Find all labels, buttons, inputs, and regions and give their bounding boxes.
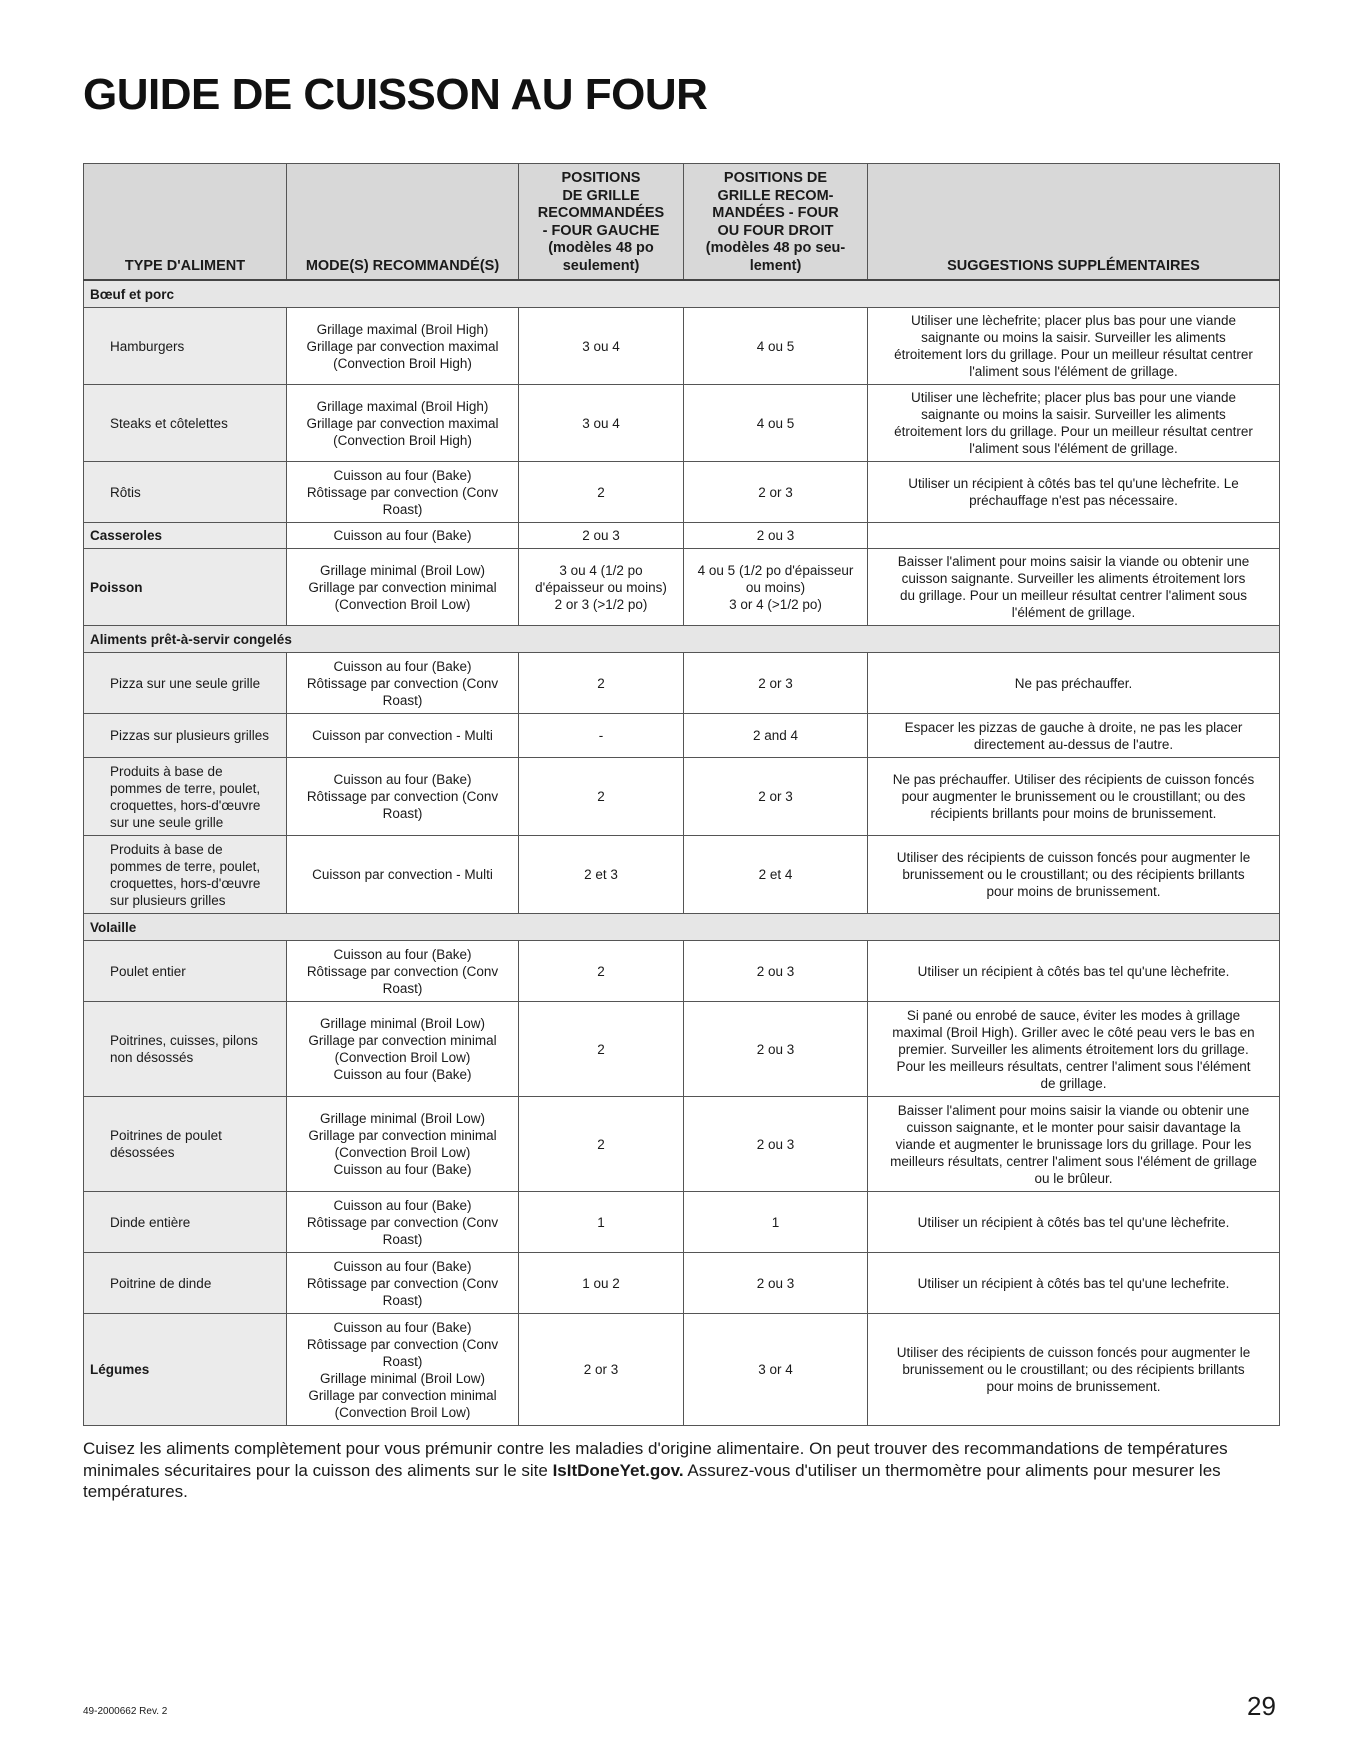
modes-cell [287,308,519,385]
cell-line: 1 [771,1214,780,1230]
table-row [84,1192,1280,1253]
right-oven-position-cell [684,385,868,462]
cell-line: Pour les meilleurs résultats, centrer l'aliment sous l'élément [896,1058,1251,1074]
cell-line: 2 or 3 [758,789,793,804]
cell-line: 4 ou 5 [756,415,795,431]
cell-line: 2 [597,484,605,500]
cell-line: Rôtissage par convection (Conv [306,963,499,979]
cell-line: GRILLE RECOM- [717,187,834,204]
cell-line: POSITIONS [561,170,641,186]
table-row [84,836,1280,914]
right-oven-position-cell [684,1192,868,1253]
left-oven-position-cell [519,549,684,626]
cell-line: maximal (Broil High). Griller avec le côté peau vers le bas en [892,1024,1255,1040]
table-row [84,653,1280,714]
left-oven-position-cell [519,1253,684,1314]
suggestion-cell [868,941,1280,1002]
cell-line: Cuisson au four (Bake) [333,772,472,787]
cell-line: premier. Surveiller les aliments étroitement lors du grillage. [898,1041,1249,1057]
suggestion-cell [868,1002,1280,1097]
cell-line: Utiliser des récipients de cuisson foncés pour augmenter le [896,1345,1251,1360]
food-type-cell: Produits à base de pommes de terre, poulet, croquettes, hors-d'œuvre sur plusieurs grilles [84,836,287,914]
right-oven-position-cell [684,1314,868,1426]
table-header-row [84,164,1280,281]
food-type-cell: Dinde entière [84,1192,287,1253]
cell-line: Cuisson par convection - Multi [312,728,493,743]
cell-line: (Convection Broil High) [333,355,472,371]
left-oven-position-cell [519,941,684,1002]
cell-line: MANDÉES - FOUR [712,205,839,221]
cell-line: 2 et 3 [584,867,618,882]
right-oven-position-cell [684,1253,868,1314]
cell-line: Espacer les pizzas de gauche à droite, ne pas les placer [904,719,1243,735]
cell-line: Cuisson par convection - Multi [312,867,493,882]
cell-line: 2 [597,963,605,979]
suggestion-cell [868,523,1280,549]
cooking-guide-table [83,163,1280,1426]
left-oven-position-cell [519,523,684,549]
cell-line: Utiliser un récipient à côtés bas tel qu'une lechefrite. [917,1275,1230,1291]
header-suggestions: SUGGESTIONS SUPPLÉMENTAIRES [868,164,1280,281]
cell-line: pour moins de brunissement. [986,884,1161,899]
cell-line: Roast) [382,692,423,708]
cell-line: ou moins) [745,579,806,595]
left-oven-position-cell [519,385,684,462]
category-beef-pork: Bœuf et porc [84,280,1280,308]
cell-line: 1 ou 2 [582,1275,620,1291]
cell-line: cuisson saignante, et le monter pour saisir davantage la [906,1119,1241,1135]
cell-line: 3 ou 4 [582,415,620,431]
cell-line: Cuisson au four (Bake) [333,528,472,543]
table-row [84,758,1280,836]
cell-line: l'aliment sous l'élément de grillage. [969,364,1178,379]
cell-line: 2 or 3 [758,484,793,500]
cell-line: 4 ou 5 (1/2 po d'épaisseur [697,562,854,578]
modes-cell [287,714,519,758]
cell-line: Roast) [382,980,423,996]
cell-line: seulement) [562,257,640,274]
food-type-cell: Poisson [84,549,287,626]
cell-line: Rôtissage par convection (Conv [306,789,499,804]
suggestion-cell [868,385,1280,462]
cell-line: étroitement lors du grillage. Pour un meilleur résultat centrer [894,424,1253,439]
cell-line: 2 ou 3 [756,528,795,543]
modes-cell [287,1002,519,1097]
cell-line: Cuisson au four (Bake) [333,658,472,674]
header-right-oven-positions [684,164,868,281]
suggestion-cell [868,714,1280,758]
suggestion-cell [868,549,1280,626]
food-type-cell: Pizza sur une seule grille [84,653,287,714]
cell-line: Grillage par convection maximal [306,415,499,431]
cell-line: (Convection Broil Low) [334,1145,471,1160]
header-food-type: TYPE D'ALIMENT [84,164,287,281]
food-type-cell: Poitrines, cuisses, pilons non désossés [84,1002,287,1097]
right-oven-position-cell [684,462,868,523]
cell-line: préchauffage n'est pas nécessaire. [969,493,1178,508]
category-poultry: Volaille [84,914,1280,941]
suggestion-cell [868,1192,1280,1253]
cell-line: Roast) [382,1292,423,1308]
cell-line: Cuisson au four (Bake) [333,1197,472,1213]
cell-line: Grillage par convection minimal [308,1128,497,1143]
table-row [84,1097,1280,1192]
cell-line: Grillage maximal (Broil High) [316,321,489,337]
suggestion-cell [868,1097,1280,1192]
cell-line: Grillage par convection maximal [306,338,499,354]
suggestion-cell [868,836,1280,914]
table-row [84,308,1280,385]
right-oven-position-cell [684,836,868,914]
modes-cell [287,462,519,523]
header-left-oven-positions [519,164,684,281]
modes-cell [287,523,519,549]
cell-line: Baisser l'aliment pour moins saisir la viande ou obtenir une [897,1102,1250,1118]
cell-line: Utiliser des récipients de cuisson foncés pour augmenter le [896,850,1251,865]
cell-line: du grillage. Pour un meilleur résultat centrer l'aliment sous [900,588,1247,603]
cell-line: 2 [597,1041,605,1057]
cell-line: Cuisson au four (Bake) [333,1067,472,1082]
modes-cell [287,1097,519,1192]
header-modes: MODE(S) RECOMMANDÉ(S) [287,164,519,281]
food-type-cell: Poitrines de poulet désossées [84,1097,287,1192]
cell-line: Cuisson au four (Bake) [333,1258,472,1274]
table-row [84,1253,1280,1314]
cell-line: 2 and 4 [752,728,799,743]
cell-line: Ne pas préchauffer. [1014,675,1133,691]
modes-cell [287,1314,519,1426]
table-row [84,1002,1280,1097]
cell-line: - FOUR GAUCHE [542,222,660,239]
table-row [84,714,1280,758]
cell-line: Cuisson au four (Bake) [333,467,472,483]
left-oven-position-cell [519,1192,684,1253]
category-row [84,914,1280,941]
document-number: 49-2000662 Rev. 2 [83,1706,168,1717]
cell-line: Roast) [382,1231,423,1247]
table-row [84,941,1280,1002]
cell-line: 2 ou 3 [756,963,795,979]
cell-line: RECOMMANDÉES [537,205,665,221]
cell-line: l'élément de grillage. [1011,605,1136,620]
right-oven-position-cell [684,758,868,836]
right-oven-position-cell [684,523,868,549]
category-row [84,280,1280,308]
cell-line: pour augmenter le brunissement ou le croustillant; ou des [901,789,1246,804]
table-row [84,385,1280,462]
cell-line: 2 ou 3 [756,1275,795,1291]
table-row [84,462,1280,523]
left-oven-position-cell [519,758,684,836]
cell-line: Grillage minimal (Broil Low) [319,562,486,578]
cell-line: 1 [597,1214,605,1230]
cell-line: OU FOUR DROIT [717,222,834,239]
suggestion-cell [868,653,1280,714]
cell-line: 2 et 4 [758,867,793,882]
cell-line: Rôtissage par convection (Conv [306,1336,499,1352]
cell-line: saignante ou moins la saisir. Surveiller les aliments [921,330,1226,345]
cell-line: pour moins de brunissement. [986,1379,1161,1394]
page-title: GUIDE DE CUISSON AU FOUR [83,70,708,119]
modes-cell [287,1253,519,1314]
cell-line: Utiliser une lèchefrite; placer plus bas pour une viande [911,313,1236,328]
suggestion-cell [868,308,1280,385]
cell-line: (Convection Broil Low) [334,1050,471,1065]
right-oven-position-cell [684,549,868,626]
cell-line: viande et augmenter le brunissage lors du grillage. Pour les [895,1136,1252,1152]
cell-line: de grillage. [1040,1075,1107,1091]
left-oven-position-cell [519,308,684,385]
cell-line: - [598,728,604,743]
cell-line: 3 ou 4 [582,338,620,354]
right-oven-position-cell [684,941,868,1002]
cell-line: meilleurs résultats, centrer l'aliment sous l'élément de grillage [890,1153,1257,1169]
cell-line: directement au-dessus de l'autre. [973,736,1174,752]
cell-line: brunissement ou le croustillant; ou des récipients brillants [902,867,1245,882]
left-oven-position-cell [519,1314,684,1426]
suggestion-cell [868,1253,1280,1314]
cell-line: Grillage par convection minimal [308,579,497,595]
category-row [84,626,1280,653]
cell-line: saignante ou moins la saisir. Surveiller les aliments [921,407,1226,422]
left-oven-position-cell [519,462,684,523]
food-type-cell: Pizzas sur plusieurs grilles [84,714,287,758]
cell-line: Grillage minimal (Broil Low) [319,1111,486,1126]
cell-line: 2 or 3 [758,675,793,691]
modes-cell [287,758,519,836]
cell-line: (Convection Broil High) [333,432,472,448]
cell-line: 4 ou 5 [756,338,795,354]
right-oven-position-cell [684,1002,868,1097]
food-type-cell: Hamburgers [84,308,287,385]
cell-line: 2 ou 3 [756,1041,795,1057]
cell-line: Roast) [382,1353,423,1369]
note-text-end: Assurez-vous d'utiliser un thermomètre pour aliments pour mesurer les températures. [83,1460,1221,1501]
left-oven-position-cell [519,1002,684,1097]
cell-line: Rôtissage par convection (Conv [306,1275,499,1291]
food-type-cell: Steaks et côtelettes [84,385,287,462]
modes-cell [287,836,519,914]
cell-line: brunissement ou le croustillant; ou des récipients brillants [902,1362,1245,1377]
cell-line: DE GRILLE [562,187,640,204]
modes-cell [287,1192,519,1253]
cell-line: Grillage par convection minimal [308,1387,497,1403]
modes-cell [287,549,519,626]
cell-line: Utiliser un récipient à côtés bas tel qu'une lèchefrite. Le [908,476,1239,491]
table-row [84,1314,1280,1426]
cell-line: d'épaisseur ou moins) [535,579,667,595]
cell-line: (Convection Broil Low) [334,1404,471,1420]
cell-line: étroitement lors du grillage. Pour un meilleur résultat centrer [894,347,1253,362]
cell-line: (modèles 48 po [548,240,654,256]
table-row [84,549,1280,626]
table-row [84,523,1280,549]
cell-line: Grillage par convection minimal [308,1033,497,1048]
cell-line: 2 [597,675,605,691]
cell-line: Roast) [382,806,423,821]
category-frozen: Aliments prêt-à-servir congelés [84,626,1280,653]
cell-line: 2 ou 3 [756,1136,795,1152]
food-safety-note [83,1438,1279,1503]
cell-line: Utiliser une lèchefrite; placer plus bas pour une viande [911,390,1236,405]
cell-line: Baisser l'aliment pour moins saisir la viande ou obtenir une [897,554,1250,569]
food-type-cell: Casseroles [84,523,287,549]
modes-cell [287,653,519,714]
suggestion-cell [868,462,1280,523]
cell-line: Ne pas préchauffer. Utiliser des récipients de cuisson foncés [892,772,1255,787]
cell-line: 3 or 4 (>1/2 po) [729,596,822,612]
right-oven-position-cell [684,1097,868,1192]
cell-line: Grillage maximal (Broil High) [316,398,489,414]
cell-line: Rôtissage par convection (Conv [306,484,499,500]
food-type-cell: Poitrine de dinde [84,1253,287,1314]
isitdoneyet-link[interactable]: IsItDoneYet.gov. [552,1460,684,1480]
cell-line: Rôtissage par convection (Conv [306,1214,499,1230]
modes-cell [287,941,519,1002]
cell-line: cuisson saignante. Surveiller les aliments étroitement lors [901,571,1246,586]
left-oven-position-cell [519,1097,684,1192]
right-oven-position-cell [684,714,868,758]
cell-line: 2 [597,1136,605,1152]
food-type-cell: Rôtis [84,462,287,523]
suggestion-cell [868,758,1280,836]
cell-line: récipients brillants pour moins de brunissement. [930,806,1217,821]
cell-line: Utiliser un récipient à côtés bas tel qu'une lèchefrite. [917,1214,1230,1230]
cell-line: 2 or 3 [583,1362,619,1377]
left-oven-position-cell [519,653,684,714]
cell-line: Cuisson au four (Bake) [333,1162,472,1177]
cell-line: (modèles 48 po seu- [705,240,846,256]
suggestion-cell [868,1314,1280,1426]
cell-line: Rôtissage par convection (Conv [306,675,499,691]
cell-line: ou le brûleur. [1034,1170,1113,1186]
cell-line: Si pané ou enrobé de sauce, éviter les modes à grillage [906,1007,1241,1023]
food-type-cell: Produits à base de pommes de terre, poulet, croquettes, hors-d'œuvre sur une seule grille [84,758,287,836]
cell-line: 3 ou 4 (1/2 po [559,562,643,578]
food-type-cell: Poulet entier [84,941,287,1002]
modes-cell [287,385,519,462]
cell-line: l'aliment sous l'élément de grillage. [969,441,1178,456]
cell-line: 3 or 4 [758,1362,793,1377]
right-oven-position-cell [684,653,868,714]
cell-line: lement) [749,257,802,274]
food-type-cell: Légumes [84,1314,287,1426]
cell-line: POSITIONS DE [723,170,828,186]
cell-line: Utiliser un récipient à côtés bas tel qu'une lèchefrite. [917,963,1230,979]
cell-line: 2 [597,789,605,804]
left-oven-position-cell [519,836,684,914]
page-number: 29 [1247,1691,1276,1721]
cell-line: Cuisson au four (Bake) [333,946,472,962]
cell-line: Roast) [382,501,423,517]
cell-line: 2 ou 3 [582,528,620,543]
cell-line: Grillage minimal (Broil Low) [319,1016,486,1031]
right-oven-position-cell [684,308,868,385]
note-text: Cuisez les aliments complètement pour vous prémunir contre les maladies d'origine alimentaire. On peut trouver des recommandations de températures minimales sécuritaires pour la cuisson des aliments sur le site [83,1439,1228,1480]
cell-line: 2 or 3 (>1/2 po) [554,596,648,612]
left-oven-position-cell [519,714,684,758]
cell-line: Cuisson au four (Bake) [333,1319,472,1335]
cell-line: (Convection Broil Low) [334,596,471,612]
cell-line: Grillage minimal (Broil Low) [319,1370,486,1386]
